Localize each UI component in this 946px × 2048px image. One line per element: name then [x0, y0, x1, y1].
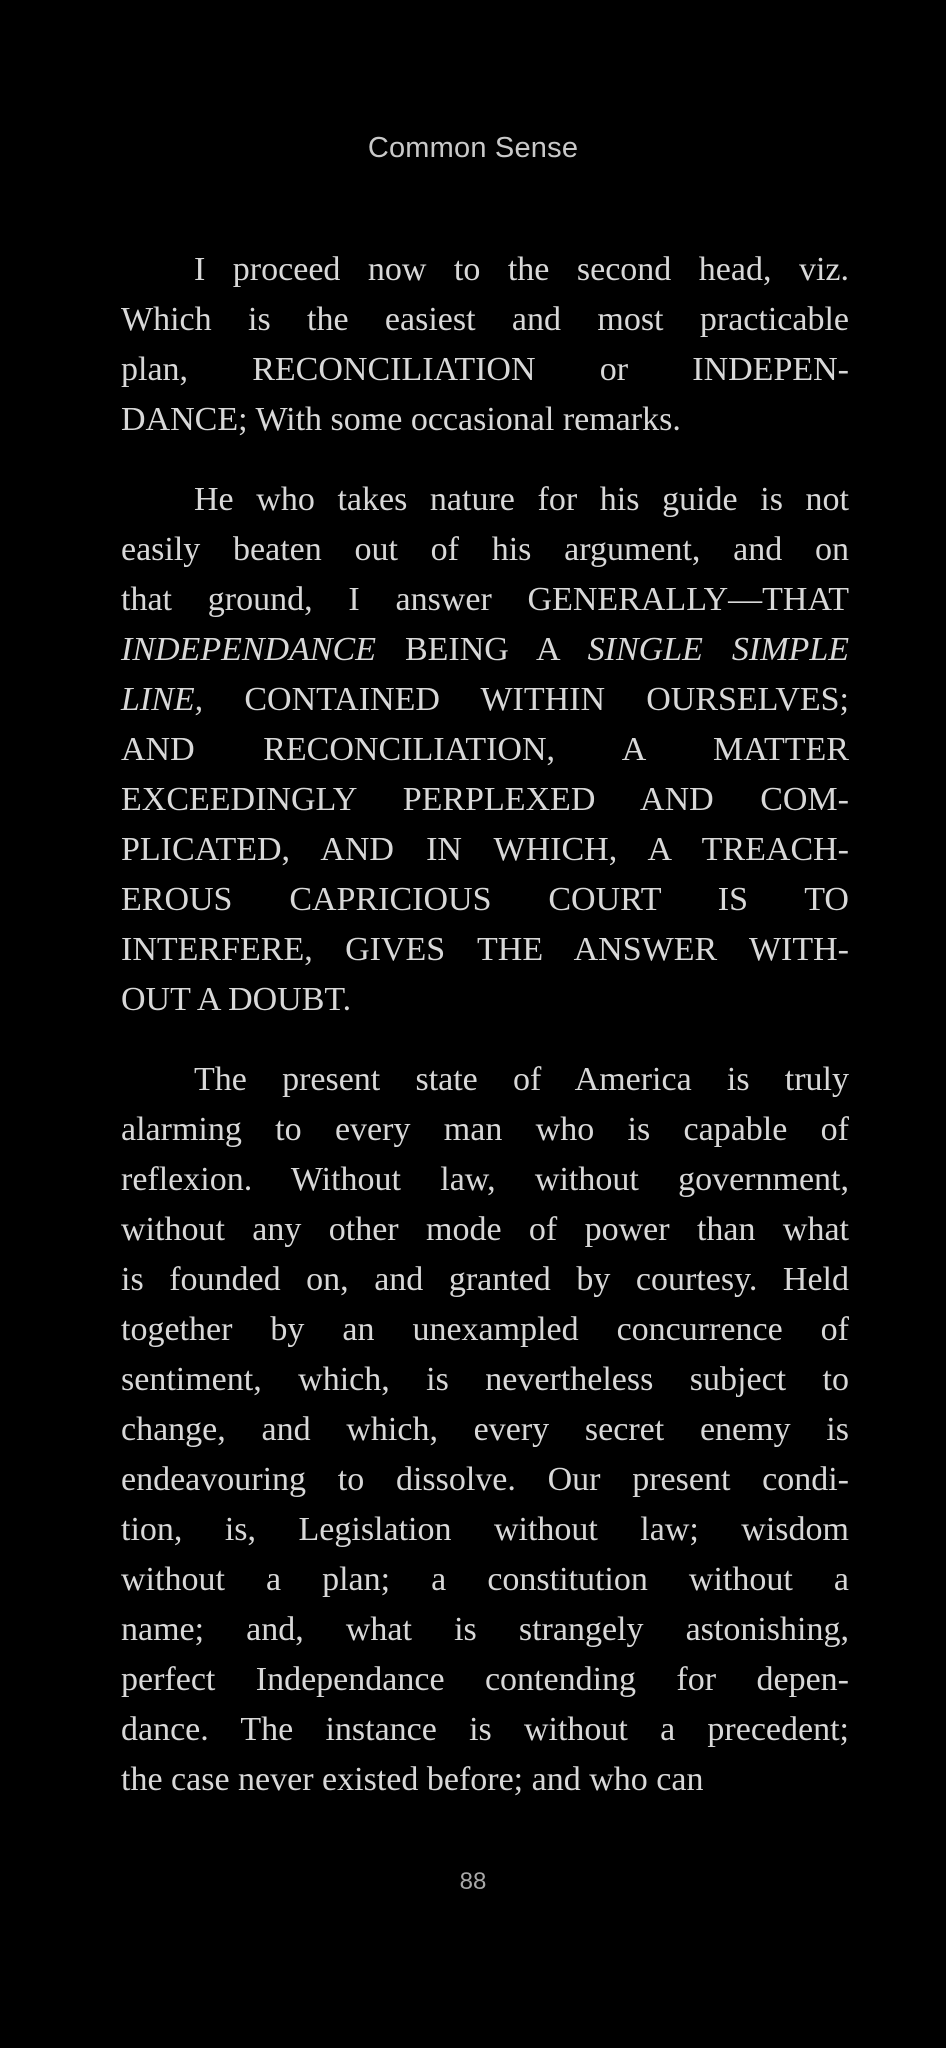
text-segment: change, and which, every secret enemy is — [121, 1411, 849, 1448]
text-line — [121, 875, 849, 925]
italic-text: SINGLE SIMPLE — [587, 631, 849, 668]
text-line — [121, 1405, 849, 1455]
text-segment: The present state of America is truly — [194, 1061, 849, 1098]
text-segment: that ground, I answer GENERALLY—THAT — [121, 581, 849, 618]
text-segment: easily beaten out of his argument, and on — [121, 531, 849, 568]
text-segment: endeavouring to dissolve. Our present condi- — [121, 1461, 849, 1498]
text-line — [121, 525, 849, 575]
paragraph — [121, 1055, 849, 1805]
page-number: 88 — [459, 1868, 487, 1895]
paragraph — [121, 245, 849, 445]
text-segment: BEING A — [375, 631, 588, 668]
text-line — [121, 1455, 849, 1505]
text-line — [121, 1155, 849, 1205]
text-line — [121, 1255, 849, 1305]
text-segment: dance. The instance is without a precedent; — [121, 1711, 849, 1748]
text-segment: INTERFERE, GIVES THE ANSWER WITH- — [121, 931, 849, 968]
text-line — [121, 475, 849, 525]
text-line — [121, 1205, 849, 1255]
text-line — [121, 1605, 849, 1655]
text-segment: perfect Independance contending for depen- — [121, 1661, 849, 1698]
text-line — [121, 395, 849, 445]
text-line — [121, 975, 849, 1025]
text-line — [121, 345, 849, 395]
text-segment: I proceed now to the second head, viz. — [194, 251, 849, 288]
text-segment: tion, is, Legislation without law; wisdom — [121, 1511, 849, 1548]
text-segment: EXCEEDINGLY PERPLEXED AND COM- — [121, 781, 849, 818]
text-line — [121, 1105, 849, 1155]
text-segment: sentiment, which, is nevertheless subject to — [121, 1361, 849, 1398]
text-segment: CONTAINED WITHIN OURSELVES; — [203, 681, 849, 718]
italic-text: INDEPENDANCE — [121, 631, 376, 668]
text-line — [121, 925, 849, 975]
text-segment: without a plan; a constitution without a — [121, 1561, 849, 1598]
book-title: Common Sense — [367, 132, 579, 164]
text-line — [121, 625, 849, 675]
text-line — [121, 825, 849, 875]
text-line — [121, 1055, 849, 1105]
text-line — [121, 725, 849, 775]
italic-text: LINE, — [121, 681, 204, 718]
text-segment: AND RECONCILIATION, A MATTER — [121, 731, 849, 768]
text-line — [121, 245, 849, 295]
text-line — [121, 675, 849, 725]
text-segment: alarming to every man who is capable of — [121, 1111, 849, 1148]
text-line — [121, 1755, 849, 1805]
text-line — [121, 575, 849, 625]
text-segment: name; and, what is strangely astonishing, — [121, 1611, 849, 1648]
text-segment: PLICATED, AND IN WHICH, A TREACH- — [121, 831, 849, 868]
text-line — [121, 1355, 849, 1405]
text-segment: plan, RECONCILIATION or INDEPEN- — [121, 351, 849, 388]
text-segment: reflexion. Without law, without government, — [121, 1161, 849, 1198]
text-line — [121, 1505, 849, 1555]
text-line — [121, 1705, 849, 1755]
text-segment: DANCE; With some occasional remarks. — [121, 401, 681, 438]
text-segment: He who takes nature for his guide is not — [194, 481, 849, 518]
text-segment: together by an unexampled concurrence of — [121, 1311, 849, 1348]
text-line — [121, 775, 849, 825]
text-line — [121, 1305, 849, 1355]
text-line — [121, 295, 849, 345]
page-text[interactable] — [121, 245, 849, 1835]
text-segment: EROUS CAPRICIOUS COURT IS TO — [121, 881, 849, 918]
paragraph — [121, 475, 849, 1025]
text-line — [121, 1555, 849, 1605]
text-segment: OUT A DOUBT. — [121, 981, 352, 1018]
text-segment: the case never existed before; and who can — [121, 1761, 704, 1798]
text-segment: Which is the easiest and most practicable — [121, 301, 849, 338]
text-line — [121, 1655, 849, 1705]
text-segment: without any other mode of power than what — [121, 1211, 849, 1248]
text-segment: is founded on, and granted by courtesy. Held — [121, 1261, 849, 1298]
